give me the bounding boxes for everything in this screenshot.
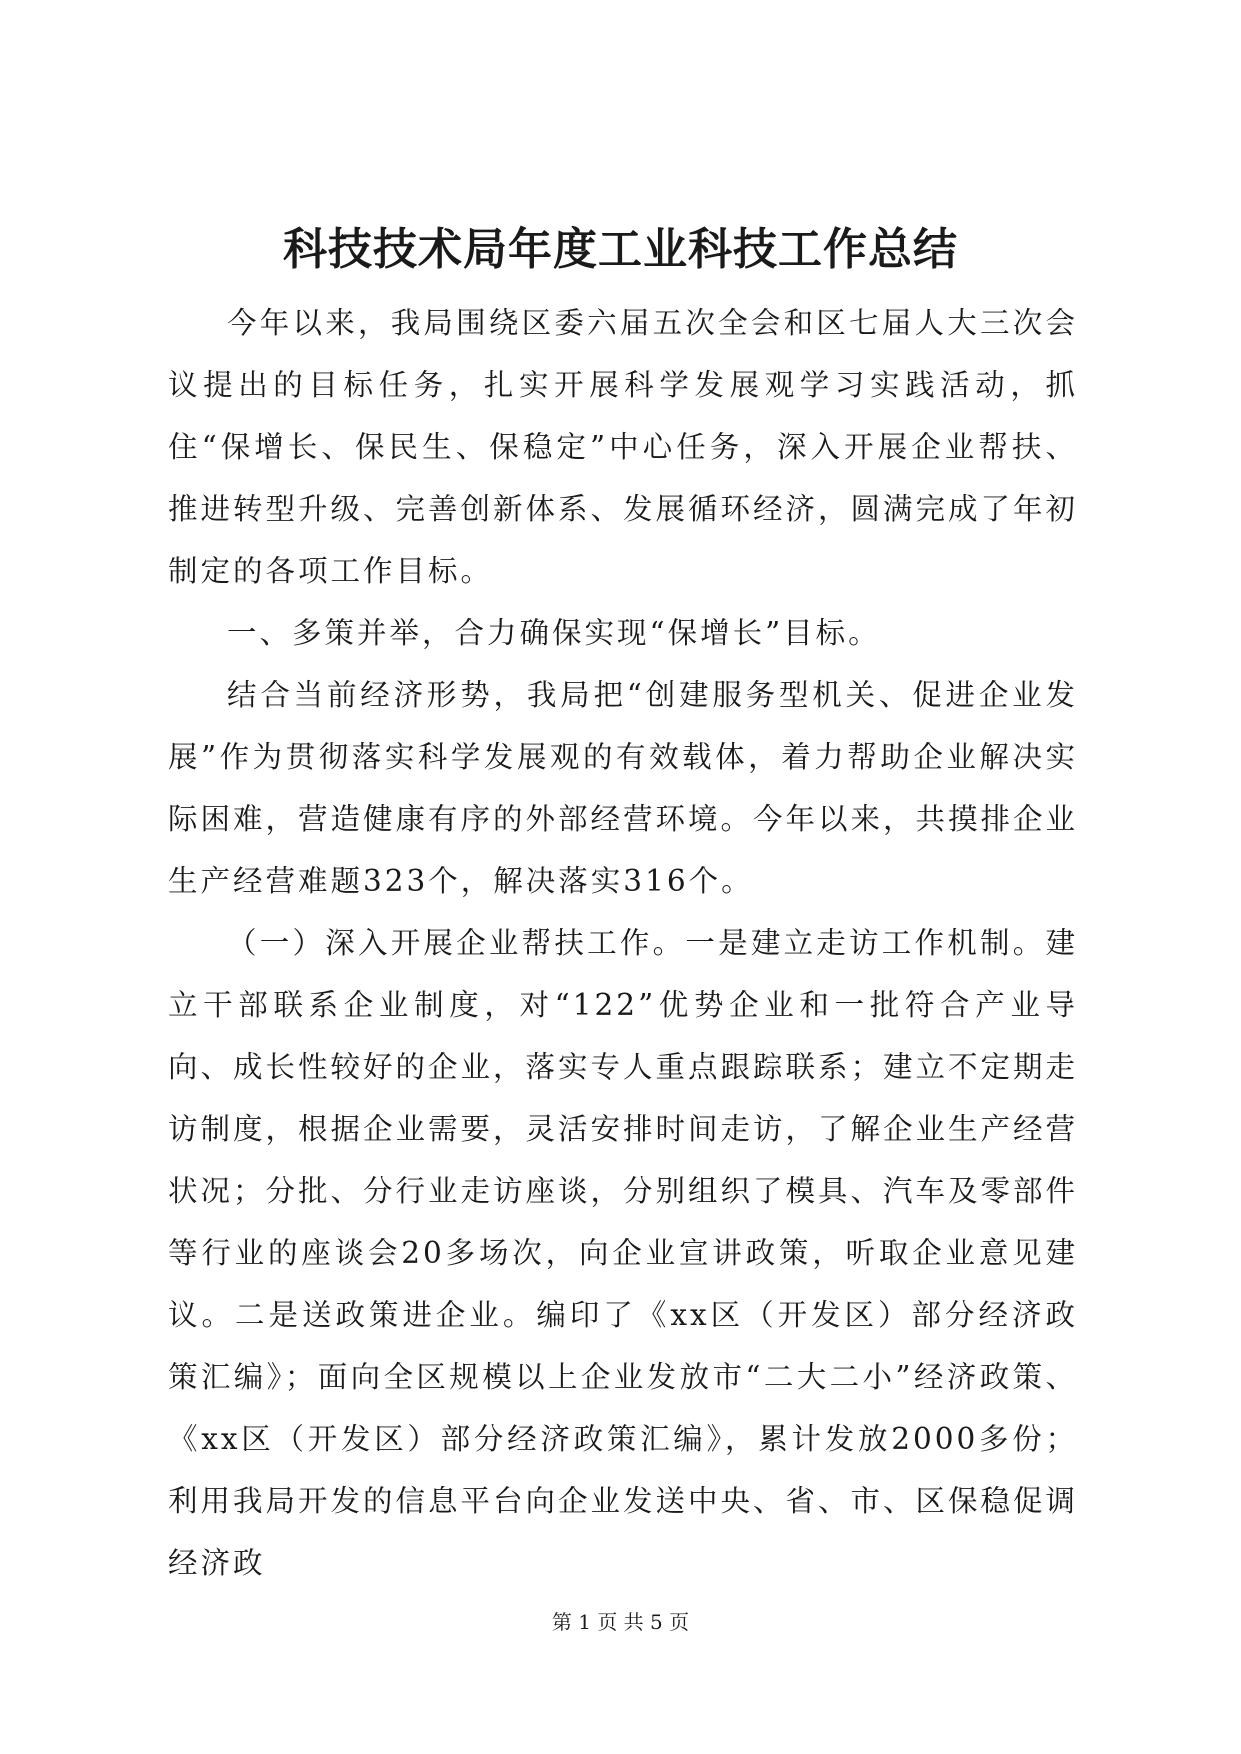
- document-body: [168, 292, 1078, 1594]
- paragraph-section-heading: 一、多策并举，合力确保实现“保增长”目标。: [227, 616, 881, 650]
- page-footer: 第 1 页 共 5 页: [551, 1610, 690, 1634]
- paragraph-enterprise-support: （一）深入开展企业帮扶工作。一是建立走访工作机制。建立干部联系企业制度，对“122”优势企业和一批符合产业导向、成长性较好的企业，落实专人重点跟踪联系；建立不定期走访制度，根据企业需要，灵活安排时间走访，了解企业生产经营状况；分批、分行业走访座谈，分别组织了模具、汽车及零部件等行业的座谈会20多场次，向企业宣讲政策，听取企业意见建议。二是送政策进企业。编印了《xx区（开发区）部分经济政策汇编》；面向全区规模以上企业发放市“二大二小”经济政策、《xx区（开发区）部分经济政策汇编》，累计发放2000多份；利用我局开发的信息平台向企业发送中央、省、市、区保稳促调经济政: [168, 926, 1079, 1580]
- paragraph-intro: 今年以来，我局围绕区委六届五次全会和区七届人大三次会议提出的目标任务，扎实开展科学发展观学习实践活动，抓住“保增长、保民生、保稳定”中心任务，深入开展企业帮扶、推进转型升级、完善创新体系、发展循环经济，圆满完成了年初制定的各项工作目标。: [168, 306, 1079, 588]
- paragraph-economic-situation: 结合当前经济形势，我局把“创建服务型机关、促进企业发展”作为贯彻落实科学发展观的有效载体，着力帮助企业解决实际困难，营造健康有序的外部经营环境。今年以来，共摸排企业生产经营难题323个，解决落实316个。: [168, 678, 1079, 898]
- document-title: 科技技术局年度工业科技工作总结: [283, 224, 958, 275]
